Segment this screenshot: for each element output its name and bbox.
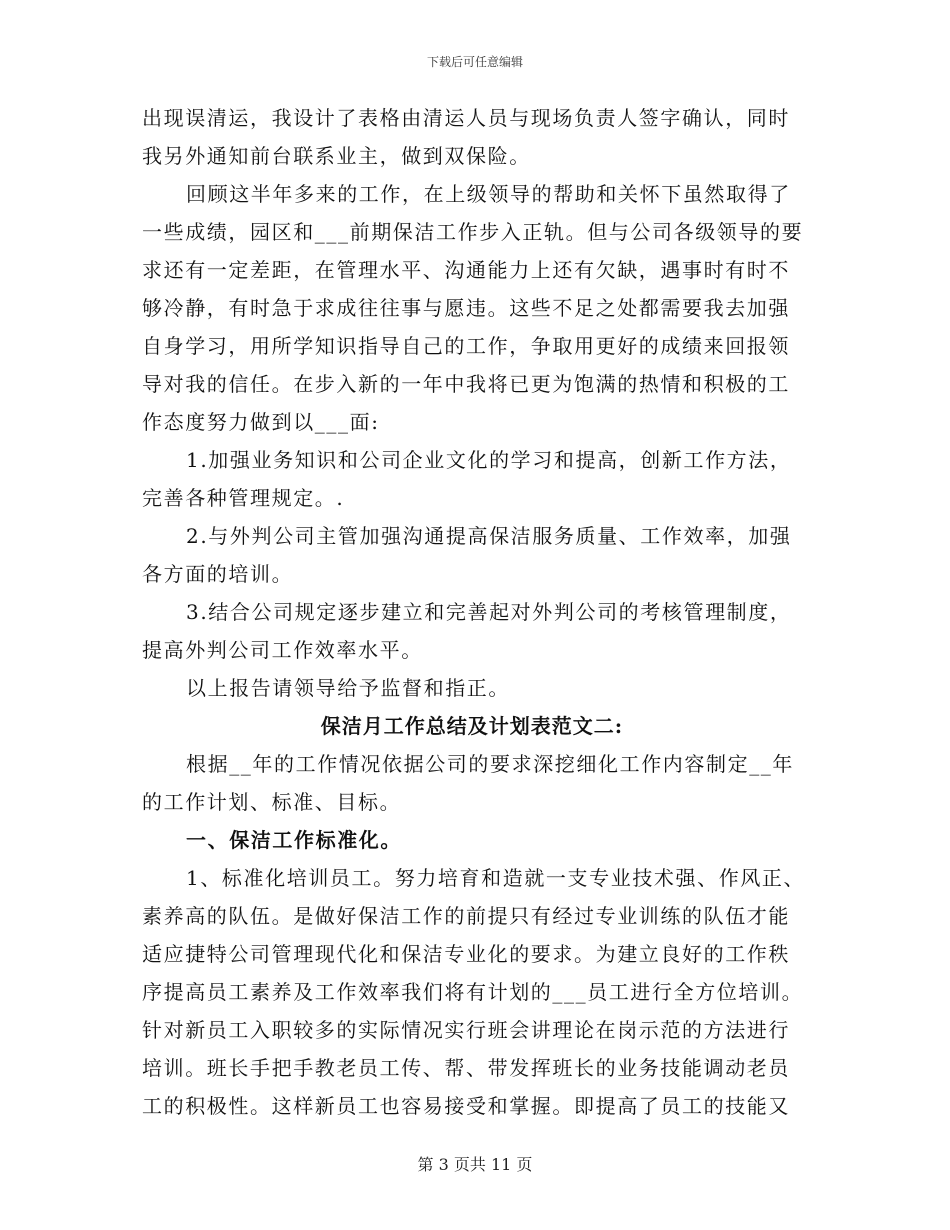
text-line: 的工作计划、标准、目标。	[142, 790, 402, 814]
text-line: 针对新员工入职较多的实际情况实行班会讲理论在岗示范的方法进行	[142, 1018, 790, 1042]
text-line: 适应捷特公司管理现代化和保洁专业化的要求。为建立良好的工作秩	[142, 942, 790, 966]
paragraph-start: 以上报告请领导给予监督和指正。	[186, 676, 510, 700]
page-footer: 第 3 页共 11 页	[417, 1155, 533, 1174]
text-line: 各方面的培训。	[142, 562, 294, 586]
text-line: 够冷静，有时急于求成往往事与愿违。这些不足之处都需要我去加强	[142, 296, 790, 320]
paragraph-start: 根据__年的工作情况依据公司的要求深挖细化工作内容制定__年	[186, 752, 794, 776]
text-line: 素养高的队伍。是做好保洁工作的前提只有经过专业训练的队伍才能	[142, 904, 790, 928]
text-line: 完善各种管理规定。.	[142, 486, 345, 510]
text-line: 序提高员工素养及工作效率我们将有计划的___员工进行全方位培训。	[142, 980, 804, 1004]
text-line: 作态度努力做到以___面:	[142, 410, 380, 434]
paragraph-start: 1、标准化培训员工。努力培育和造就一支专业技术强、作风正、	[186, 866, 806, 890]
text-line: 求还有一定差距，在管理水平、沟通能力上还有欠缺，遇事时有时不	[142, 258, 790, 282]
paragraph-start: 回顾这半年多来的工作，在上级领导的帮助和关怀下虽然取得了	[186, 182, 791, 206]
text-line: 工的积极性。这样新员工也容易接受和掌握。即提高了员工的技能又	[142, 1094, 790, 1118]
document-body	[142, 99, 806, 1125]
subsection-heading: 一、保洁工作标准化。	[186, 828, 402, 852]
list-item: 1.加强业务知识和公司企业文化的学习和提高，创新工作方法，	[186, 448, 792, 472]
list-item: 2.与外判公司主管加强沟通提高保洁服务质量、工作效率，加强	[186, 524, 792, 548]
section-title: 保洁月工作总结及计划表范文二:	[320, 714, 624, 738]
text-line: 提高外判公司工作效率水平。	[142, 638, 423, 662]
text-line: 培训。班长手把手教老员工传、帮、带发挥班长的业务技能调动老员	[142, 1056, 790, 1080]
text-line: 一些成绩，园区和___前期保洁工作步入正轨。但与公司各级领导的要	[142, 220, 804, 244]
list-item: 3.结合公司规定逐步建立和完善起对外判公司的考核管理制度，	[186, 600, 792, 624]
text-line: 自身学习，用所学知识指导自己的工作，争取用更好的成绩来回报领	[142, 334, 790, 358]
text-line: 导对我的信任。在步入新的一年中我将已更为饱满的热情和积极的工	[142, 372, 790, 396]
text-line: 我另外通知前台联系业主，做到双保险。	[142, 144, 531, 168]
page-header: 下载后可任意编辑	[426, 55, 523, 69]
text-line: 出现误清运，我设计了表格由清运人员与现场负责人签字确认，同时	[142, 106, 790, 130]
